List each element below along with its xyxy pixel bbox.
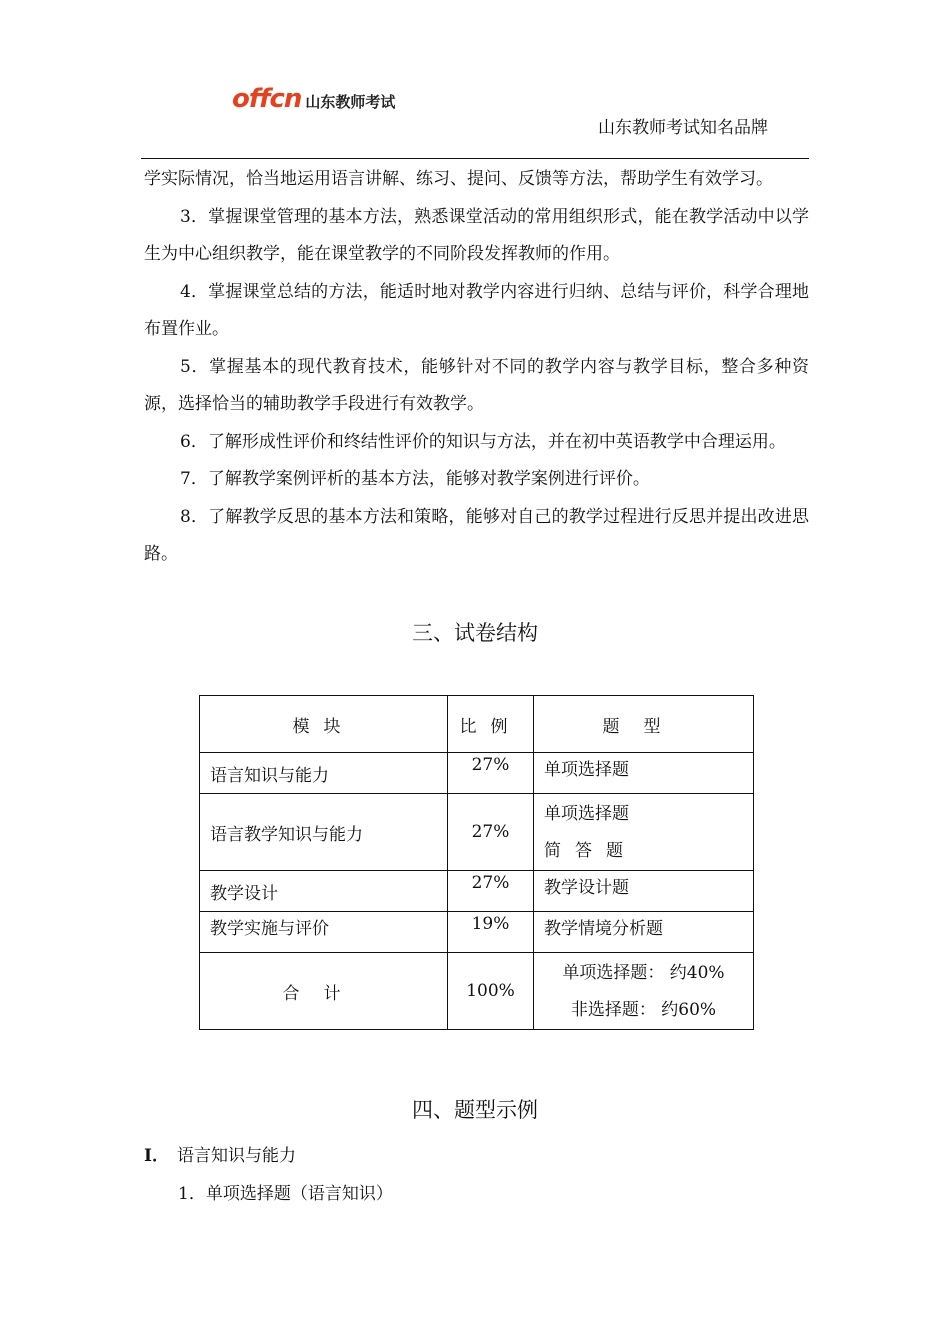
cell-module: 教学设计 [200, 871, 448, 912]
paragraph: 4．掌握课堂总结的方法，能适时地对教学内容进行归纳、总结与评价，科学合理地布置作业。 [144, 281, 809, 339]
section-heading-exam-structure: 三、试卷结构 [412, 621, 538, 645]
subsection-heading: 1．单项选择题（语言知识） [178, 1184, 393, 1204]
total-line: 非选择题： 约60% [570, 1000, 717, 1020]
cell-module: 语言知识与能力 [200, 753, 448, 794]
section-heading-examples: 四、题型示例 [412, 1098, 538, 1122]
table-total-row [200, 953, 754, 1030]
table-row [200, 753, 754, 794]
offcn-logo [232, 84, 395, 114]
total-label: 合计 [282, 983, 365, 1004]
type-line: 单项选择题 [544, 804, 629, 824]
section-number: I． [144, 1146, 169, 1166]
cell-ratio: 27% [448, 794, 534, 871]
header-divider [141, 158, 809, 159]
section-I-heading [144, 1141, 296, 1166]
table-row [200, 871, 754, 912]
cell-ratio: 27% [448, 753, 534, 794]
cell-types [534, 794, 754, 871]
header-type: 题型 [602, 716, 685, 737]
header-ratio: 比例 [459, 716, 522, 737]
logo-mark: offcn [232, 84, 302, 114]
table-row [200, 912, 754, 953]
table-row [200, 794, 754, 871]
cell-module: 语言教学知识与能力 [200, 794, 448, 871]
body-paragraphs [144, 161, 809, 574]
cell-module: 教学实施与评价 [200, 912, 448, 953]
paragraph: 3．掌握课堂管理的基本方法，熟悉课堂活动的常用组织形式，能在教学活动中以学生为中心组织教学，能在课堂教学的不同阶段发挥教师的作用。 [144, 206, 809, 264]
logo-text: 山东教师考试 [305, 92, 396, 111]
cell-ratio: 19% [448, 912, 534, 953]
paragraph: 6．了解形成性评价和终结性评价的知识与方法，并在初中英语教学中合理运用。 [180, 431, 786, 452]
brand-slogan: 山东教师考试知名品牌 [598, 118, 768, 138]
header-module: 模块 [292, 716, 355, 737]
cell-type: 教学设计题 [534, 871, 754, 912]
paragraph: 8．了解教学反思的基本方法和策略，能够对自己的教学过程进行反思并提出改进思路。 [144, 506, 809, 564]
paragraph: 5．掌握基本的现代教育技术，能够针对不同的教学内容与教学目标，整合多种资源，选择恰当的辅助教学手段进行有效教学。 [144, 356, 809, 414]
total-ratio: 100% [448, 953, 534, 1030]
cell-type: 单项选择题 [534, 753, 754, 794]
table-header-row [200, 696, 754, 753]
paragraph: 7．了解教学案例评析的基本方法，能够对教学案例进行评价。 [180, 469, 650, 489]
exam-structure-table [199, 695, 754, 1030]
total-line: 单项选择题： 约40% [562, 963, 725, 983]
cell-ratio: 27% [448, 871, 534, 912]
type-line: 简答题 [544, 841, 637, 861]
total-breakdown [534, 953, 754, 1030]
cell-type: 教学情境分析题 [534, 912, 754, 953]
section-title: 语言知识与能力 [176, 1146, 296, 1166]
paragraph: 学实际情况，恰当地运用语言讲解、练习、提问、反馈等方法，帮助学生有效学习。 [144, 169, 773, 189]
